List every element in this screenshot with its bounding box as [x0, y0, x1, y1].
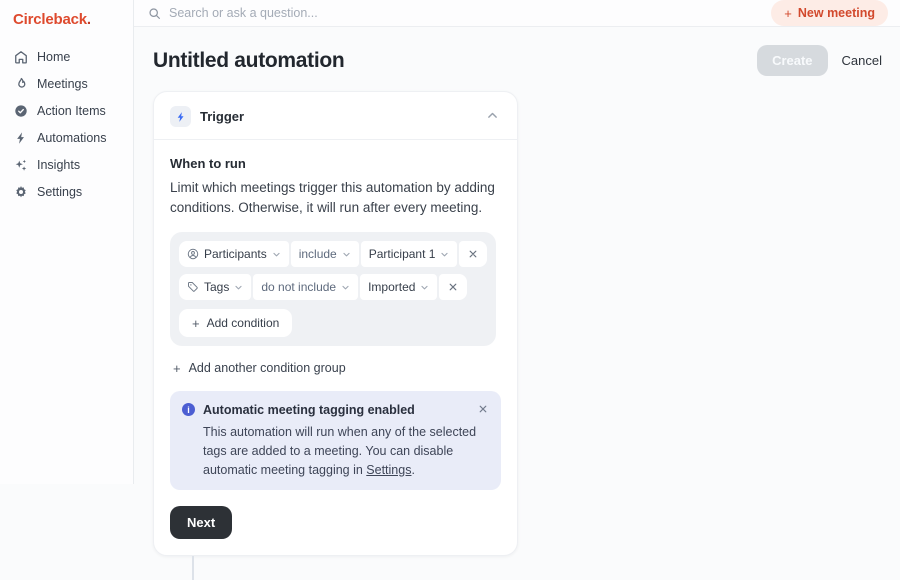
condition-rows: [179, 241, 487, 300]
create-button[interactable]: Create: [757, 45, 827, 76]
collapse-chevron-up-icon[interactable]: [484, 107, 501, 127]
sidebar-item-label: Settings: [37, 184, 83, 199]
remove-condition-button[interactable]: [459, 241, 487, 267]
chevron-down-icon: [420, 283, 429, 292]
plus-icon: +: [192, 315, 200, 331]
card-divider: [154, 139, 517, 140]
automations-icon: [13, 130, 28, 145]
sidebar: [0, 0, 134, 484]
notice-title: Automatic meeting tagging enabled: [203, 402, 415, 417]
chevron-down-icon: [342, 250, 351, 259]
when-to-run-heading: When to run: [170, 156, 246, 171]
trigger-zap-icon: [170, 106, 191, 127]
search-icon: [148, 7, 161, 20]
condition-row: [179, 241, 487, 267]
logo-dot: .: [86, 11, 91, 28]
sidebar-nav: [0, 43, 133, 205]
condition-field-dropdown[interactable]: Participants: [179, 241, 289, 267]
info-icon: i: [182, 403, 195, 416]
chevron-down-icon: [341, 283, 350, 292]
sidebar-item-action-items[interactable]: [0, 97, 133, 124]
sidebar-item-label: Meetings: [37, 76, 88, 91]
settings-icon: [13, 184, 28, 199]
participants-icon: [187, 248, 199, 260]
chevron-down-icon: [272, 250, 281, 259]
next-button[interactable]: Next: [170, 506, 232, 539]
add-condition-button[interactable]: + Add condition: [179, 309, 292, 337]
condition-operator-dropdown[interactable]: do not include: [253, 274, 358, 300]
home-icon: [13, 49, 28, 64]
tag-icon: [187, 281, 199, 293]
card-connector-line: [192, 556, 194, 580]
cancel-button[interactable]: Cancel: [841, 53, 882, 68]
search-placeholder: Search or ask a question...: [169, 6, 318, 20]
main-area: [134, 0, 900, 531]
chevron-down-icon: [234, 283, 243, 292]
condition-group: [170, 232, 496, 346]
settings-link[interactable]: Settings: [366, 462, 412, 477]
sidebar-item-automations[interactable]: [0, 124, 133, 151]
trigger-card-title: Trigger: [200, 109, 245, 124]
close-icon: [468, 249, 478, 259]
page-title: Untitled automation: [153, 48, 345, 72]
sidebar-item-meetings[interactable]: [0, 70, 133, 97]
plus-icon: +: [173, 360, 181, 376]
condition-operator-dropdown[interactable]: include: [291, 241, 359, 267]
new-meeting-button[interactable]: + New meeting: [771, 0, 888, 26]
meetings-icon: [13, 76, 28, 91]
auto-tagging-notice: [170, 391, 501, 490]
sidebar-item-label: Automations: [37, 130, 107, 145]
close-icon: [448, 282, 458, 292]
condition-value-dropdown[interactable]: Participant 1: [361, 241, 458, 267]
chevron-down-icon: [440, 250, 449, 259]
remove-condition-button[interactable]: [439, 274, 467, 300]
insights-icon: [13, 157, 28, 172]
sidebar-item-home[interactable]: [0, 43, 133, 70]
sidebar-item-insights[interactable]: [0, 151, 133, 178]
top-bar: [134, 0, 900, 27]
sidebar-item-label: Home: [37, 49, 71, 64]
trigger-card: [153, 91, 518, 556]
condition-value-dropdown[interactable]: Imported: [360, 274, 437, 300]
when-to-run-description: Limit which meetings trigger this automation by adding conditions. Otherwise, it will run after every meeting.: [170, 180, 495, 215]
action-items-icon: [13, 103, 28, 118]
sidebar-item-label: Action Items: [37, 103, 106, 118]
sidebar-item-settings[interactable]: [0, 178, 133, 205]
condition-row: [179, 274, 487, 300]
add-condition-group-button[interactable]: + Add another condition group: [170, 361, 346, 375]
notice-body: This automation will run when any of the selected tags are added to a meeting. You can disable automatic meeting tagging in Settings.: [203, 425, 477, 477]
plus-icon: +: [784, 5, 792, 21]
notice-close-icon[interactable]: [477, 401, 489, 418]
condition-field-dropdown[interactable]: Tags: [179, 274, 251, 300]
sidebar-item-label: Insights: [37, 157, 81, 172]
circleback-logo[interactable]: Circleback.: [13, 11, 91, 28]
search-input[interactable]: [148, 6, 771, 20]
content-area: [134, 27, 900, 580]
